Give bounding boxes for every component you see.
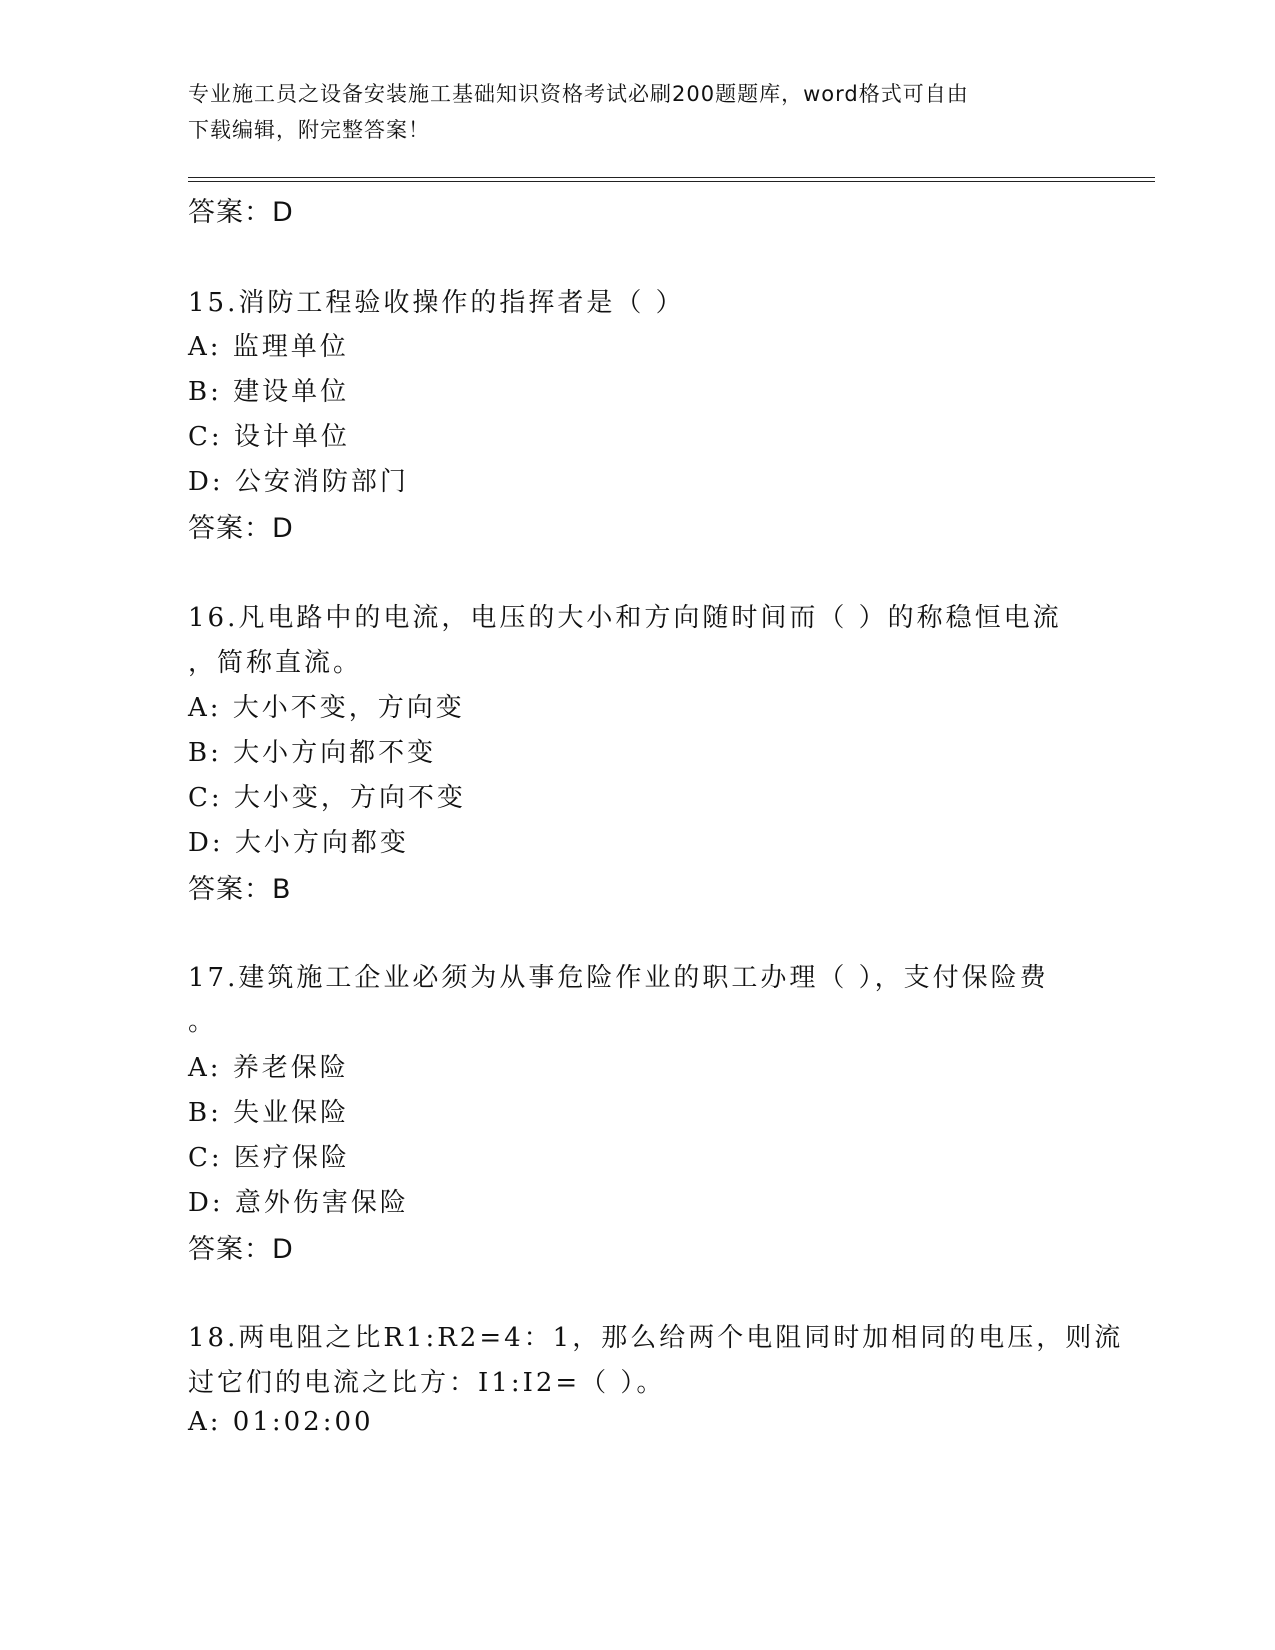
option-c: C: 大小变，方向不变 bbox=[188, 783, 466, 813]
question-stem-line-1: 16.凡电路中的电流，电压的大小和方向随时间而（ ）的称稳恒电流 bbox=[188, 603, 1062, 633]
option-c: C: 医疗保险 bbox=[188, 1143, 350, 1173]
header-line-1: 专业施工员之设备安装施工基础知识资格考试必刷200题题库，word格式可自由 bbox=[188, 82, 969, 106]
question-stem-line-2: ，简称直流。 bbox=[188, 648, 363, 678]
option-a: A: 养老保险 bbox=[188, 1053, 349, 1083]
answer-line: 答案：B bbox=[188, 874, 292, 905]
answer-line: 答案：D bbox=[188, 1234, 294, 1265]
document-header bbox=[188, 76, 1088, 148]
answer-line: 答案：D bbox=[188, 513, 294, 544]
question-stem-line-2: 过它们的电流之比方：I1:I2=（ ）。 bbox=[188, 1368, 666, 1398]
option-a: A: 大小不变，方向变 bbox=[188, 693, 465, 723]
header-rule-bottom bbox=[188, 181, 1155, 182]
option-a: A: 01:02:00 bbox=[188, 1407, 374, 1437]
question-stem: 15.消防工程验收操作的指挥者是（ ） bbox=[188, 288, 685, 318]
header-line-2: 下载编辑，附完整答案！ bbox=[188, 118, 430, 142]
question-stem-line-1: 18.两电阻之比R1:R2=4：1，那么给两个电阻同时加相同的电压，则流 bbox=[188, 1323, 1124, 1353]
option-b: B: 建设单位 bbox=[188, 377, 350, 407]
answer-line: 答案：D bbox=[188, 197, 294, 228]
option-a: A: 监理单位 bbox=[188, 332, 349, 362]
question-stem-line-2: 。 bbox=[188, 1007, 218, 1037]
option-b: B: 大小方向都不变 bbox=[188, 738, 437, 768]
option-d: D: 公安消防部门 bbox=[188, 467, 409, 497]
option-d: D: 意外伤害保险 bbox=[188, 1188, 409, 1218]
question-stem-line-1: 17.建筑施工企业必须为从事危险作业的职工办理（ ），支付保险费 bbox=[188, 963, 1049, 993]
option-b: B: 失业保险 bbox=[188, 1098, 350, 1128]
option-d: D: 大小方向都变 bbox=[188, 828, 409, 858]
header-rule-top bbox=[188, 177, 1155, 178]
option-c: C: 设计单位 bbox=[188, 422, 350, 452]
